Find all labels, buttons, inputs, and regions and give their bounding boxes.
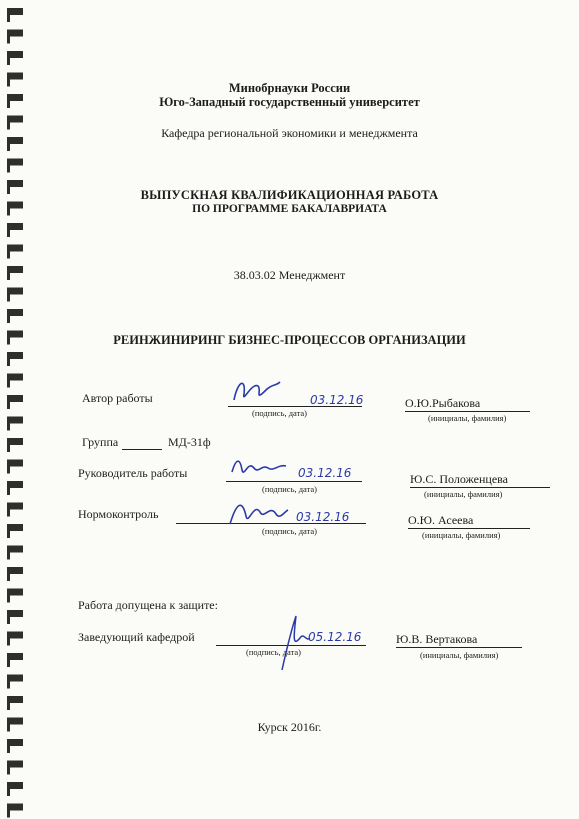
binding-hole-edge xyxy=(7,8,10,22)
university-name: Юго-Западный государственный университет xyxy=(159,95,420,109)
work-type-title: ВЫПУСКНАЯ КВАЛИФИКАЦИОННАЯ РАБОТА xyxy=(140,188,439,202)
normcontrol-label: Нормоконтроль xyxy=(78,507,159,521)
supervisor-name-hint: (инициалы, фамилия) xyxy=(424,489,503,499)
head-name: Ю.В. Вертакова xyxy=(396,632,478,646)
supervisor-signature xyxy=(228,452,292,484)
author-date: 03.12.16 xyxy=(310,393,364,407)
ministry-name: Минобрнауки России xyxy=(228,81,351,95)
binding-hole-edge xyxy=(7,245,10,259)
binding-hole-edge xyxy=(7,589,10,603)
supervisor-date: 03.12.16 xyxy=(298,466,352,480)
department-name: Кафедра региональной экономики и менеджмента xyxy=(161,126,418,140)
admission-text: Работа допущена к защите: xyxy=(78,598,218,612)
author-name-line xyxy=(405,411,530,412)
binding-hole-edge xyxy=(7,610,10,624)
supervisor-label: Руководитель работы xyxy=(78,466,188,480)
head-of-department-label: Заведующий кафедрой xyxy=(78,630,195,644)
binding-hole-edge xyxy=(7,739,10,753)
binding-hole-edge xyxy=(7,481,10,495)
normcontrol-date: 03.12.16 xyxy=(296,510,350,524)
author-name-hint: (инициалы, фамилия) xyxy=(428,413,507,423)
group-value: МД-31ф xyxy=(168,435,211,449)
binding-hole-edge xyxy=(7,438,10,452)
binding-hole-edge xyxy=(7,632,10,646)
group-line xyxy=(122,449,162,450)
binding-hole-edge xyxy=(7,223,10,237)
binding-hole-edge xyxy=(7,653,10,667)
head-signature-hint: (подпись, дата) xyxy=(246,647,302,657)
binding-hole-edge xyxy=(7,352,10,366)
binding-hole-edge xyxy=(7,675,10,689)
binding-hole-edge xyxy=(7,395,10,409)
thesis-topic: РЕИНЖИНИРИНГ БИЗНЕС-ПРОЦЕССОВ ОРГАНИЗАЦИИ xyxy=(113,333,466,347)
binding-hole-edge xyxy=(7,546,10,560)
binding-hole-edge xyxy=(7,417,10,431)
binding-hole-edge xyxy=(7,30,10,44)
supervisor-signature-hint: (подпись, дата) xyxy=(262,484,318,494)
author-name: О.Ю.Рыбакова xyxy=(405,396,481,410)
binding-hole-edge xyxy=(7,524,10,538)
supervisor-name: Ю.С. Положенцева xyxy=(410,472,508,486)
binding-hole-edge xyxy=(7,374,10,388)
binding-hole-edge xyxy=(7,782,10,796)
binding-hole-edge xyxy=(7,761,10,775)
normcontrol-signature-hint: (подпись, дата) xyxy=(262,526,318,536)
author-signature-hint: (подпись, дата) xyxy=(252,408,308,418)
head-name-hint: (инициалы, фамилия) xyxy=(420,650,499,660)
work-program: ПО ПРОГРАММЕ БАКАЛАВРИАТА xyxy=(192,203,387,215)
binding-hole-edge xyxy=(7,567,10,581)
head-name-line xyxy=(396,647,522,648)
supervisor-name-line xyxy=(410,487,550,488)
head-date: 05.12.16 xyxy=(308,630,362,644)
binding-holes xyxy=(0,0,34,819)
city-year: Курск 2016г. xyxy=(257,720,322,734)
binding-hole-edge xyxy=(7,159,10,173)
program-code: 38.03.02 Менеджмент xyxy=(233,268,346,282)
binding-hole-edge xyxy=(7,51,10,65)
group-label: Группа xyxy=(82,435,119,449)
binding-hole-edge xyxy=(7,503,10,517)
binding-hole-edge xyxy=(7,309,10,323)
binding-hole-edge xyxy=(7,288,10,302)
normcontrol-name-hint: (инициалы, фамилия) xyxy=(422,530,501,540)
normcontrol-name-line xyxy=(408,528,530,529)
binding-hole-edge xyxy=(7,804,10,818)
binding-hole-edge xyxy=(7,460,10,474)
author-signature xyxy=(228,372,288,408)
normcontrol-name: О.Ю. Асеева xyxy=(408,513,474,527)
author-label: Автор работы xyxy=(82,391,153,405)
binding-hole-edge xyxy=(7,696,10,710)
